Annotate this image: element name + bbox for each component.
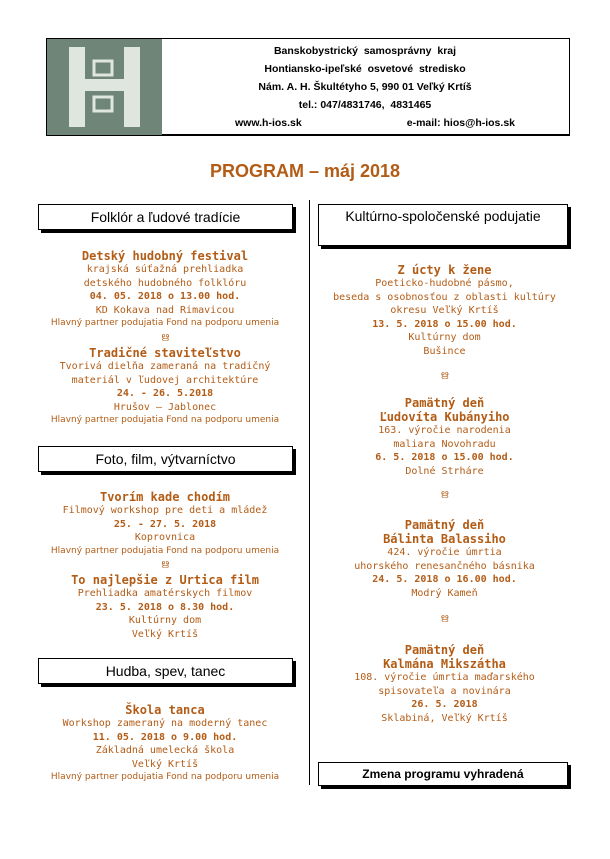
event-desc: detského hudobného folklóru — [83, 277, 247, 289]
event-desc: 163. výročie narodenia — [378, 425, 511, 436]
event-name: Škola tanca — [125, 703, 205, 717]
header-line: Hontiansko-ipeľské osvetové stredisko — [264, 63, 466, 75]
event-date: 11. 05. 2018 o 9.00 hod. — [92, 731, 238, 743]
section-title: Foto, film, výtvarníctvo — [95, 451, 236, 467]
event-date: 13. 5. 2018 o 15.00 hod. — [372, 318, 517, 330]
event-name: Ľudovíta Kubányiho — [379, 410, 510, 424]
event-partner: Hlavný partner podujatia Fond na podporu umenia — [50, 318, 280, 329]
event-place: Kultúrny dom — [408, 332, 481, 344]
event-desc: uhorského renesančného básnika — [354, 560, 535, 572]
header-box — [46, 38, 570, 136]
program-change-note — [318, 762, 568, 786]
event-desc: beseda s osobnosťou z oblasti kultúry — [333, 291, 556, 303]
ornament-icon: ഋ — [440, 613, 449, 624]
event-date: 04. 05. 2018 o 13.00 hod. — [89, 291, 241, 303]
event-place: Veľký Krtíš — [131, 628, 199, 640]
event-partner: Hlavný partner podujatia Fond na podporu umenia — [50, 545, 280, 556]
event-place: Sklabiná, Veľký Krtíš — [381, 712, 508, 724]
page-title: PROGRAM – máj 2018 — [209, 161, 401, 181]
email-link[interactable]: e-mail: hios@h-ios.sk — [406, 117, 515, 129]
event-desc: maliara Novohradu — [393, 438, 496, 450]
event-z-ucty-k-zene — [312, 263, 577, 381]
website-link[interactable]: www.h-ios.sk — [235, 117, 302, 129]
event-desc: Poeticko-hudobné pásmo, — [375, 278, 514, 289]
section-kulturno-spolocenske — [318, 204, 568, 246]
event-date: 25. - 27. 5. 2018 — [113, 518, 217, 530]
event-place: Veľký Krtíš — [131, 758, 199, 770]
header-line: Nám. A. H. Škultétyho 5, 990 01 Veľký Krtíš — [258, 81, 472, 93]
event-date: 24. - 26. 5.2018 — [116, 388, 214, 400]
event-kubanyi — [312, 396, 577, 500]
event-place: Kultúrny dom — [128, 615, 202, 627]
event-date: 6. 5. 2018 o 15.00 hod. — [375, 452, 514, 464]
event-urtica — [20, 573, 310, 641]
event-desc: Filmový workshop pre deti a mládež — [62, 505, 268, 516]
section-foto-film — [38, 446, 293, 472]
section-title: Kultúrno-spoločenské podujatie — [345, 208, 541, 224]
event-balassi — [312, 518, 577, 624]
event-date: 24. 5. 2018 o 16.00 hod. — [372, 574, 517, 586]
event-desc: Tvorivá dielňa zameraná na tradičný — [59, 361, 271, 372]
event-name: Bálinta Balassiho — [383, 532, 506, 546]
event-desc: 424. výročie úmrtia — [387, 547, 502, 558]
event-name: Tradičné staviteľstvo — [89, 346, 241, 360]
ornament-icon: ഋ — [440, 489, 449, 500]
event-tradicne-stavitelstvo — [20, 346, 310, 428]
section-hudba — [38, 658, 293, 684]
header-line: Banskobystrický samosprávny kraj — [273, 45, 457, 57]
event-date: 26. 5. 2018 — [411, 699, 478, 711]
ornament-icon: ഋ — [440, 369, 449, 380]
event-partner: Hlavný partner podujatia Fond na podporu umenia — [50, 415, 280, 426]
event-desc: okresu Veľký Krtíš — [390, 305, 499, 317]
event-name: Detský hudobný festival — [81, 249, 249, 263]
hios-logo-icon — [47, 39, 162, 135]
event-place: KD Kokava nad Rimavicou — [95, 304, 235, 316]
event-desc: materiál v ľudovej architektúre — [71, 374, 259, 386]
event-desc: Workshop zameraný na moderný tanec — [62, 718, 268, 729]
event-name: Pamätný deň — [404, 518, 485, 532]
event-partner: Hlavný partner podujatia Fond na podporu umenia — [50, 772, 280, 783]
event-name: Pamätný deň — [404, 643, 485, 657]
section-title: Hudba, spev, tanec — [105, 663, 226, 679]
ornament-icon: ഋ — [161, 559, 169, 570]
ornament-icon: ഋ — [161, 331, 169, 342]
event-place: Základná umelecká škola — [95, 745, 235, 757]
event-desc: Prehliadka amatérskych filmov — [77, 588, 253, 599]
event-place: Hrušov – Jablonec — [113, 401, 217, 413]
event-desc: 108. výročie úmrtia maďarského — [354, 672, 535, 683]
event-name: Tvorím kade chodím — [99, 490, 231, 504]
event-name: Kalmána Mikszátha — [383, 657, 506, 671]
event-mikszath — [312, 643, 577, 725]
event-desc: krajská súťažná prehliadka — [86, 264, 244, 275]
event-name: To najlepšie z Urtica film — [71, 573, 259, 587]
event-tvorim — [20, 490, 310, 570]
section-title: Folklór a ľudové tradície — [90, 209, 241, 225]
event-place: Koprovnica — [134, 532, 196, 544]
event-skola-tanca — [20, 703, 310, 785]
event-date: 23. 5. 2018 o 8.30 hod. — [95, 601, 235, 613]
section-folklor — [38, 204, 293, 230]
note-text: Zmena programu vyhradená — [362, 767, 524, 781]
event-detsky-festival — [20, 249, 310, 343]
event-desc: spisovateľa a novinára — [378, 685, 511, 697]
contact-info — [165, 42, 565, 132]
event-name: Z úcty k žene — [397, 263, 492, 277]
event-name: Pamätný deň — [404, 396, 485, 410]
header-line: tel.: 047/4831746, 4831465 — [298, 99, 432, 111]
event-place: Modrý Kameň — [411, 587, 478, 599]
event-place: Bušince — [423, 345, 466, 357]
event-place: Dolné Strháre — [405, 465, 484, 477]
